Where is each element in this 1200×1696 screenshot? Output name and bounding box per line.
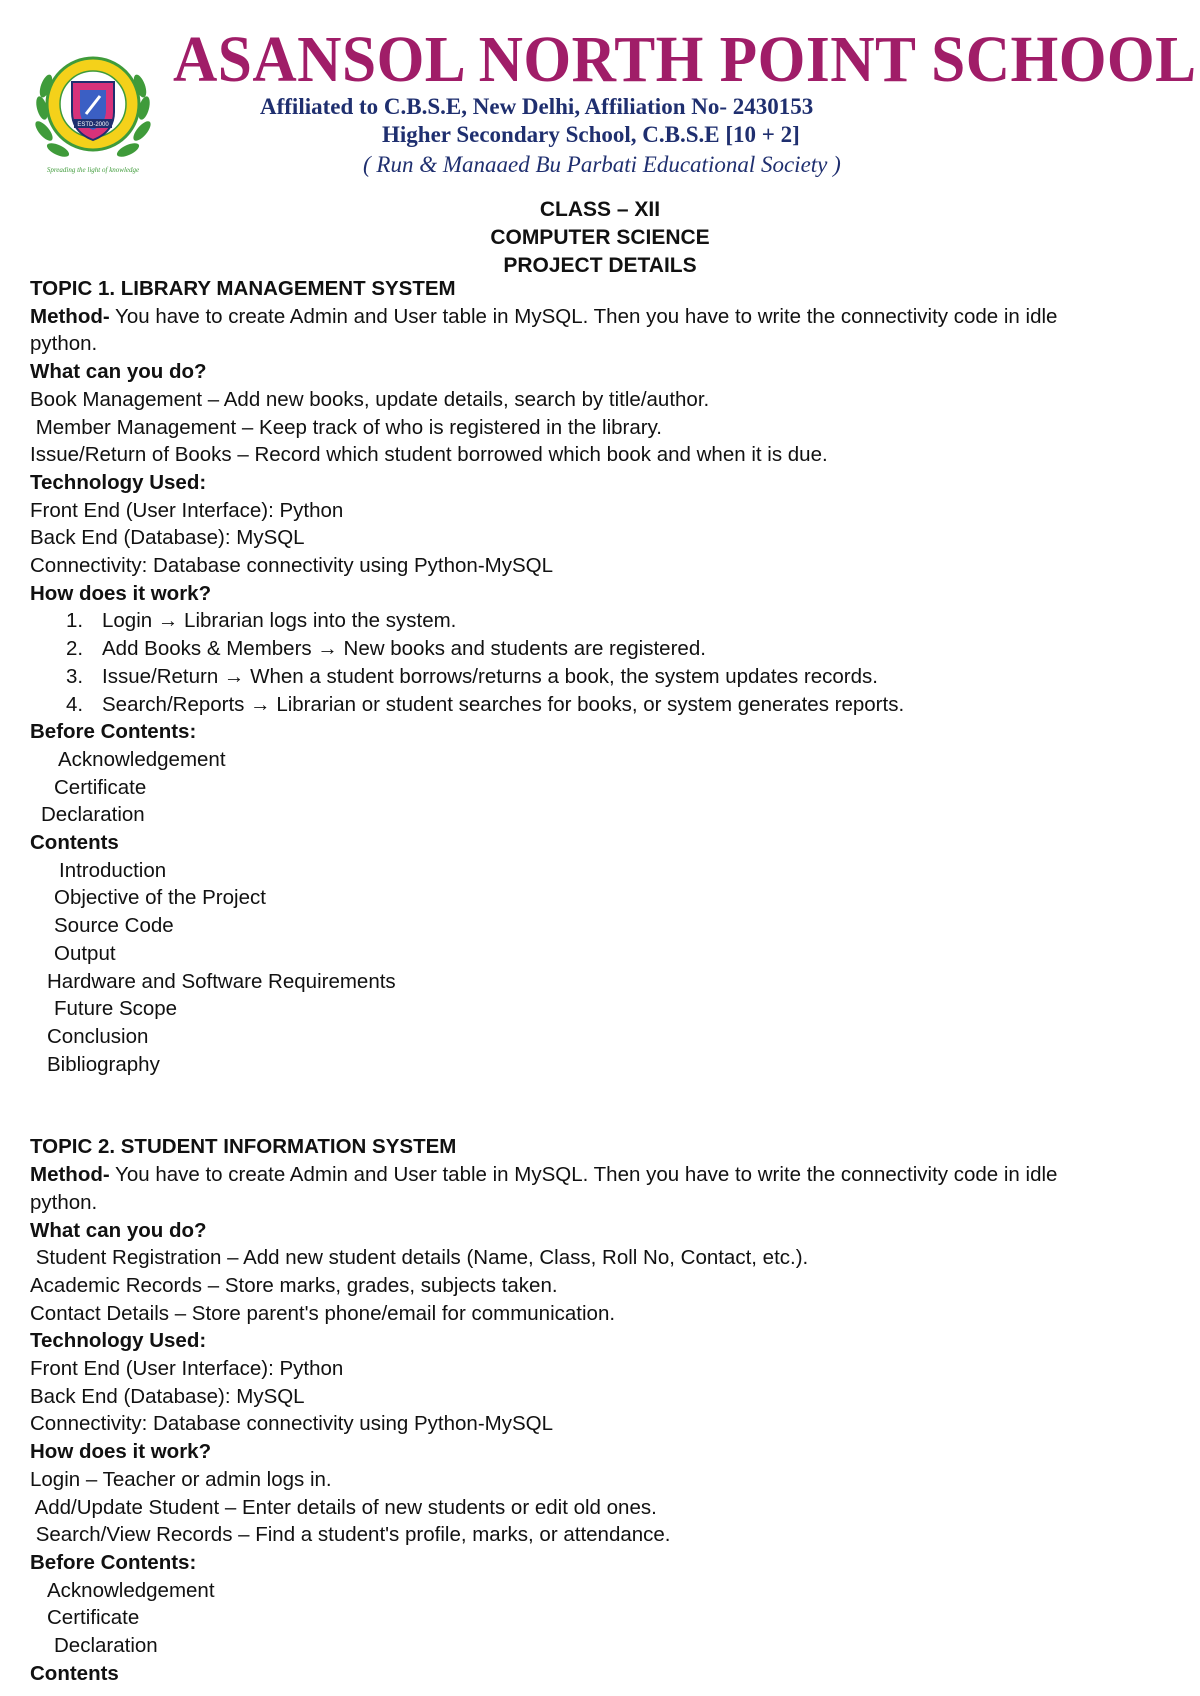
topic1-tech-heading: Technology Used: xyxy=(30,470,207,494)
list-item: Front End (User Interface): Python xyxy=(30,498,344,522)
list-item: Login – Teacher or admin logs in. xyxy=(30,1467,332,1491)
list-item: Search/View Records – Find a student's profile, marks, or attendance. xyxy=(30,1523,671,1547)
numbered-item xyxy=(30,635,1180,663)
list-item: Conclusion xyxy=(47,1024,149,1048)
list-item: Add/Update Student – Enter details of new students or edit old ones. xyxy=(30,1495,657,1519)
list-item: Contact Details – Store parent's phone/email for communication. xyxy=(30,1301,616,1325)
list-item: Member Management – Keep track of who is registered in the library. xyxy=(30,415,662,439)
topic1-method-cont: python. xyxy=(30,332,98,356)
topic2-how-heading: How does it work? xyxy=(30,1440,212,1464)
topic2-before-heading: Before Contents: xyxy=(30,1550,197,1574)
numbered-item xyxy=(30,691,1180,719)
list-item: Declaration xyxy=(41,803,145,827)
list-item: Objective of the Project xyxy=(54,886,266,910)
item-text: Login → Librarian logs into the system. xyxy=(102,609,457,633)
list-item: Book Management – Add new books, update details, search by title/author. xyxy=(30,387,710,411)
item-number: 4. xyxy=(66,692,84,716)
list-item: Front End (User Interface): Python xyxy=(30,1357,344,1381)
item-text: Issue/Return → When a student borrows/returns a book, the system updates records. xyxy=(102,664,878,688)
topic1-before-heading: Before Contents: xyxy=(30,720,197,744)
project-title: PROJECT DETAILS xyxy=(503,254,697,277)
school-name: ASANSOL NORTH POINT SCHOOL xyxy=(173,23,1197,96)
method-text: You have to create Admin and User table in MySQL. Then you have to write the connectivity code in idle xyxy=(109,304,1058,328)
item-number: 2. xyxy=(66,637,84,661)
topic2-heading: TOPIC 2. STUDENT INFORMATION SYSTEM xyxy=(30,1135,457,1159)
list-item: Connectivity: Database connectivity using Python-MySQL xyxy=(30,554,554,578)
section-gap xyxy=(30,1078,1180,1133)
list-item: Acknowledgement xyxy=(47,1578,215,1602)
document-body xyxy=(30,275,1180,1687)
list-item: Back End (Database): MySQL xyxy=(30,1384,305,1408)
item-number: 1. xyxy=(66,609,84,633)
list-item: Source Code xyxy=(54,914,174,938)
svg-text:ESTD-2000: ESTD-2000 xyxy=(77,122,109,128)
list-item: Certificate xyxy=(47,1606,140,1630)
document-titles xyxy=(0,196,1200,280)
topic2-what-heading: What can you do? xyxy=(30,1218,207,1242)
topic1-heading: TOPIC 1. LIBRARY MANAGEMENT SYSTEM xyxy=(30,277,456,300)
list-item: Academic Records – Store marks, grades, subjects taken. xyxy=(30,1273,558,1297)
affiliation-line: Affiliated to C.B.S.E, New Delhi, Affiliation No- 2430153 xyxy=(260,94,814,119)
subject-title: COMPUTER SCIENCE xyxy=(490,226,710,249)
list-item: Acknowledgement xyxy=(58,747,226,771)
topic2-method-cont: python. xyxy=(30,1190,98,1214)
item-text: Add Books & Members → New books and students are registered. xyxy=(102,637,706,661)
item-text: Search/Reports → Librarian or student searches for books, or system generates reports. xyxy=(102,692,905,716)
topic2-method xyxy=(30,1161,1180,1189)
item-number: 3. xyxy=(66,664,84,688)
topic1-how-heading: How does it work? xyxy=(30,581,212,605)
list-item: Future Scope xyxy=(54,997,178,1021)
svg-text:Spreading the light of knowled: Spreading the light of knowledge xyxy=(46,166,140,174)
society-line: ( Run & Manaaed Bu Parbati Educational Society ) xyxy=(363,152,841,177)
method-label: Method- xyxy=(30,1163,110,1187)
topic2-tech-heading: Technology Used: xyxy=(30,1329,207,1353)
topic1-method xyxy=(30,303,1180,331)
list-item: Declaration xyxy=(54,1634,158,1658)
numbered-item xyxy=(30,607,1180,635)
list-item: Student Registration – Add new student details (Name, Class, Roll No, Contact, etc.). xyxy=(30,1246,809,1270)
list-item: Certificate xyxy=(54,775,147,799)
list-item: Issue/Return of Books – Record which student borrowed which book and when it is due. xyxy=(30,443,828,467)
list-item: Bibliography xyxy=(47,1052,160,1076)
list-item: Back End (Database): MySQL xyxy=(30,526,305,550)
list-item: Connectivity: Database connectivity using Python-MySQL xyxy=(30,1412,554,1436)
list-item: Output xyxy=(54,941,116,965)
topic2-contents-heading: Contents xyxy=(30,1661,119,1685)
school-type-line: Higher Secondary School, C.B.S.E [10 + 2] xyxy=(382,122,800,147)
list-item: Introduction xyxy=(59,858,167,882)
method-label: Method- xyxy=(30,304,110,328)
topic1-contents-heading: Contents xyxy=(30,831,119,855)
letterhead xyxy=(0,0,1200,190)
topic1-what-heading: What can you do? xyxy=(30,360,207,384)
method-text: You have to create Admin and User table in MySQL. Then you have to write the connectivity code in idle xyxy=(109,1163,1058,1187)
numbered-item xyxy=(30,663,1180,691)
class-title: CLASS – XII xyxy=(539,198,661,221)
list-item: Hardware and Software Requirements xyxy=(47,969,396,993)
